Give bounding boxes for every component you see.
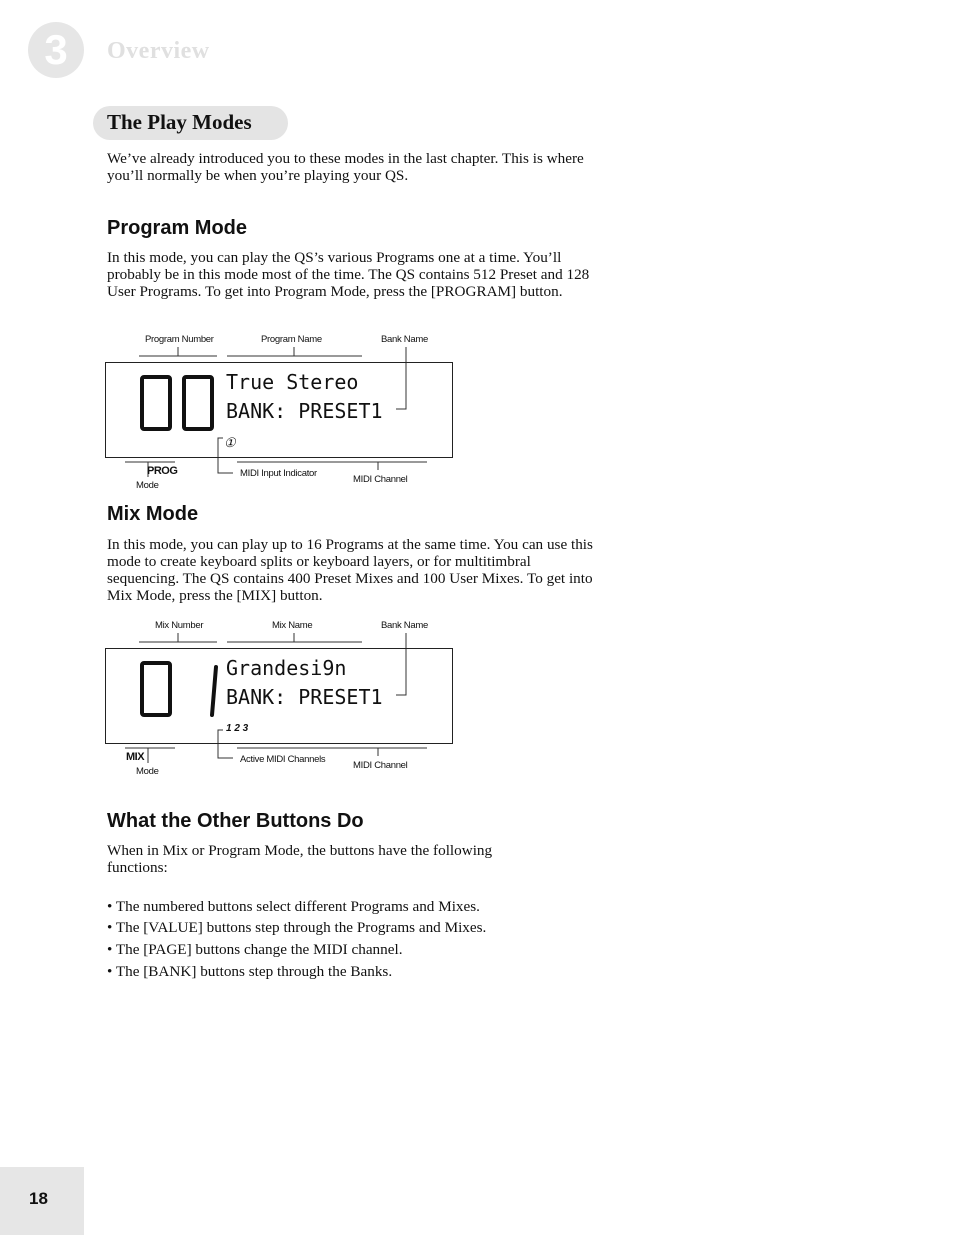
program-mode-heading: Program Mode xyxy=(107,217,248,239)
program-mode-body: In this mode, you can play the QS’s various Programs one at a time. You’ll probably be in this mode most of the time. The QS contains 512 Preset and 128 User Programs. To get into Program Mode, press the [PROGRAM] button. xyxy=(107,249,590,300)
program-name-text: True Stereo xyxy=(226,370,359,394)
other-buttons-intro: When in Mix or Program Mode, the buttons have the following functions: xyxy=(107,842,493,876)
active-channels-indicator: 1 2 3 xyxy=(226,723,249,734)
list-item: • The [PAGE] buttons change the MIDI channel. xyxy=(107,941,403,958)
midi-input-indicator-icon: ① xyxy=(224,435,236,450)
bank-name-label: Bank Name xyxy=(381,334,428,345)
mode-label: Mode xyxy=(136,480,159,491)
program-number-digits xyxy=(106,363,226,457)
list-item: • The numbered buttons select different Programs and Mixes. xyxy=(107,898,480,915)
section-intro: We’ve already introduced you to these modes in the last chapter. This is where you’ll normally be when you’re playing your QS. xyxy=(107,150,584,184)
mix-number-label: Mix Number xyxy=(155,620,204,631)
prog-mode-indicator: PROG xyxy=(147,465,178,477)
chapter-number-badge: 3 xyxy=(28,22,84,78)
mix-number-digits xyxy=(106,649,226,743)
active-midi-channels-label: Active MIDI Channels xyxy=(240,754,326,765)
mix-display-figure xyxy=(105,620,455,775)
program-number-label: Program Number xyxy=(145,334,214,345)
program-bank-text: BANK: PRESET1 xyxy=(226,399,383,423)
mix-mode-heading: Mix Mode xyxy=(107,503,199,525)
midi-channel-label: MIDI Channel xyxy=(353,474,408,485)
section-title: The Play Modes xyxy=(107,110,252,134)
mix-mode-body: In this mode, you can play up to 16 Programs at the same time. You can use this mode to create keyboard splits or keyboard layers, or for multitimbral sequencing. The QS contains 400 Preset Mixes and 100 User Mixes. To get into Mix Mode, press the [MIX] button. xyxy=(107,536,593,604)
list-item: • The [VALUE] buttons step through the Programs and Mixes. xyxy=(107,919,487,936)
mix-midi-channel-label: MIDI Channel xyxy=(353,760,408,771)
mix-name-label: Mix Name xyxy=(272,620,313,631)
mix-bank-name-label: Bank Name xyxy=(381,620,428,631)
page-number: 18 xyxy=(29,1189,48,1208)
midi-input-label: MIDI Input Indicator xyxy=(240,468,317,479)
list-item: • The [BANK] buttons step through the Banks. xyxy=(107,963,393,980)
mix-bank-text: BANK: PRESET1 xyxy=(226,685,383,709)
mix-name-text: Grandesi9n xyxy=(226,656,347,680)
mix-mode-label: Mode xyxy=(136,766,159,777)
chapter-title: Overview xyxy=(107,38,210,64)
other-buttons-heading: What the Other Buttons Do xyxy=(107,810,364,832)
mix-mode-indicator: MIX xyxy=(126,751,145,763)
program-display-figure xyxy=(105,334,455,489)
program-name-label: Program Name xyxy=(261,334,322,345)
